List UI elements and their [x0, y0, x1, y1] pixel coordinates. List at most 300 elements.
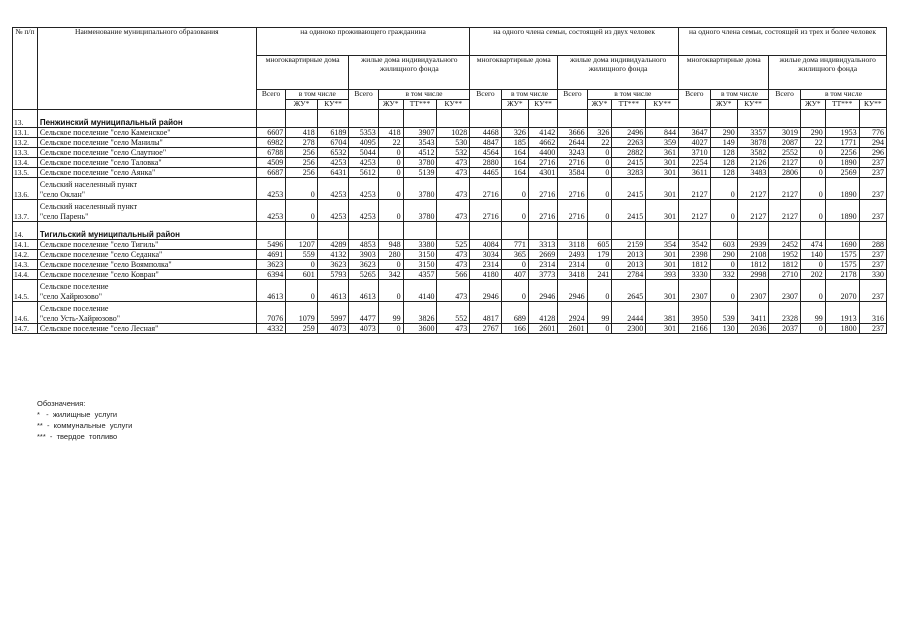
value-cell: 0 [800, 158, 825, 168]
value-cell: 6431 [317, 168, 349, 178]
tariff-table-sheet [12, 27, 887, 334]
value-cell: 2716 [558, 178, 587, 200]
value-cell: 601 [286, 270, 318, 280]
value-cell: 4289 [317, 240, 349, 250]
value-cell: 5612 [349, 168, 378, 178]
value-cell: 2669 [528, 250, 557, 260]
value-cell: 605 [587, 240, 612, 250]
value-cell: 290 [710, 128, 737, 138]
value-cell: 5793 [317, 270, 349, 280]
table-row [13, 302, 887, 313]
value-cell: 4253 [349, 178, 378, 200]
empty-cell [612, 222, 646, 240]
value-cell: 301 [646, 250, 679, 260]
value-cell: 342 [378, 270, 403, 280]
empty-cell [378, 110, 403, 128]
table-row [13, 178, 887, 189]
value-cell: 3950 [679, 302, 711, 324]
col-header-including: в том числе [378, 90, 469, 100]
col-header-including: в том числе [286, 90, 349, 100]
value-cell: 2126 [737, 158, 769, 168]
value-cell: 288 [859, 240, 886, 250]
value-cell: 0 [378, 158, 403, 168]
row-number: 14.4. [13, 270, 38, 280]
value-cell: 776 [859, 128, 886, 138]
value-cell: 0 [378, 178, 403, 200]
value-cell: 1953 [825, 128, 859, 138]
value-cell: 4691 [256, 250, 285, 260]
value-cell: 525 [437, 240, 470, 250]
empty-cell [646, 222, 679, 240]
value-cell: 4253 [317, 178, 349, 200]
empty-cell [501, 110, 528, 128]
value-cell: 2300 [612, 324, 646, 334]
value-cell: 2127 [769, 158, 801, 168]
value-cell: 3243 [558, 148, 587, 158]
row-number: 14.7. [13, 324, 38, 334]
value-cell: 2256 [825, 148, 859, 158]
row-number: 13.3. [13, 148, 38, 158]
col-header-including: в том числе [710, 90, 769, 100]
table-row [13, 240, 887, 250]
settlement-name: Сельское поселение "село Воямполка" [37, 260, 256, 270]
value-cell: 6687 [256, 168, 285, 178]
value-cell: 3623 [317, 260, 349, 270]
value-cell: 164 [501, 158, 528, 168]
value-cell: 4817 [470, 302, 502, 324]
section-row [13, 110, 887, 120]
value-cell: 2924 [558, 302, 587, 324]
value-cell: 1890 [825, 158, 859, 168]
value-cell: 0 [800, 148, 825, 158]
col-header-including: в том числе [587, 90, 678, 100]
settlement-name: Сельское поселение "село Каменское" [37, 128, 256, 138]
value-cell: 2716 [470, 178, 502, 200]
value-cell: 2087 [769, 138, 801, 148]
value-cell: 2127 [769, 200, 801, 222]
value-cell: 2645 [612, 280, 646, 302]
value-cell: 4253 [317, 158, 349, 168]
value-cell: 0 [587, 324, 612, 334]
empty-cell [437, 222, 470, 240]
empty-cell [317, 110, 349, 128]
empty-cell [317, 222, 349, 240]
settlement-name: Сельское поселение "село Тигиль" [37, 240, 256, 250]
value-cell: 2263 [612, 138, 646, 148]
value-cell: 4253 [256, 178, 285, 200]
value-cell: 164 [501, 168, 528, 178]
value-cell: 3283 [612, 168, 646, 178]
value-cell: 0 [501, 280, 528, 302]
value-cell: 2882 [612, 148, 646, 158]
value-cell: 296 [859, 148, 886, 158]
value-cell: 0 [286, 260, 318, 270]
value-cell: 1771 [825, 138, 859, 148]
value-cell: 1028 [437, 128, 470, 138]
empty-cell [825, 222, 859, 240]
value-cell: 3034 [470, 250, 502, 260]
value-cell: 0 [378, 200, 403, 222]
value-cell: 0 [378, 324, 403, 334]
settlement-name-line1: Сельское поселение [37, 302, 256, 313]
settlement-name: Сельское поселение "село Седанка" [37, 250, 256, 260]
col-header-ku: КУ** [437, 100, 470, 110]
value-cell: 473 [437, 250, 470, 260]
value-cell: 290 [800, 128, 825, 138]
value-cell: 4132 [317, 250, 349, 260]
value-cell: 22 [800, 138, 825, 148]
value-cell: 326 [587, 128, 612, 138]
value-cell: 2601 [558, 324, 587, 334]
value-cell: 3623 [256, 260, 285, 270]
value-cell: 0 [501, 200, 528, 222]
value-cell: 3313 [528, 240, 557, 250]
value-cell: 326 [501, 128, 528, 138]
settlement-name-line2: "село Усть-Хайрюзово" [37, 313, 256, 324]
col-header-including: в том числе [800, 90, 886, 100]
value-cell: 179 [587, 250, 612, 260]
value-cell: 2716 [558, 158, 587, 168]
value-cell: 3623 [349, 260, 378, 270]
settlement-name: Сельское поселение "село Ковран" [37, 270, 256, 280]
value-cell: 3150 [403, 260, 437, 270]
value-cell: 3542 [679, 240, 711, 250]
value-cell: 6704 [317, 138, 349, 148]
value-cell: 0 [587, 200, 612, 222]
value-cell: 22 [378, 138, 403, 148]
table-row [13, 250, 887, 260]
value-cell: 99 [378, 302, 403, 324]
empty-cell [349, 110, 378, 128]
value-cell: 3773 [528, 270, 557, 280]
col-header-total: Всего [470, 90, 502, 110]
value-cell: 241 [587, 270, 612, 280]
col-header-total: Всего [558, 90, 587, 110]
value-cell: 4073 [349, 324, 378, 334]
col-header-zhu: ЖУ* [710, 100, 737, 110]
value-cell: 2710 [769, 270, 801, 280]
value-cell: 2254 [679, 158, 711, 168]
value-cell: 3710 [679, 148, 711, 158]
empty-cell [528, 222, 557, 240]
value-cell: 2415 [612, 158, 646, 168]
value-cell: 361 [646, 148, 679, 158]
district-name: Пенжинский муниципальный район [37, 110, 256, 128]
value-cell: 0 [286, 280, 318, 302]
empty-cell [612, 110, 646, 128]
value-cell: 0 [378, 260, 403, 270]
value-cell: 359 [646, 138, 679, 148]
section-row [13, 222, 887, 232]
value-cell: 539 [710, 302, 737, 324]
value-cell: 0 [587, 168, 612, 178]
value-cell: 237 [859, 260, 886, 270]
value-cell: 99 [800, 302, 825, 324]
value-cell: 0 [710, 178, 737, 200]
value-cell: 3903 [349, 250, 378, 260]
value-cell: 2314 [558, 260, 587, 270]
value-cell: 3666 [558, 128, 587, 138]
empty-cell [403, 110, 437, 128]
value-cell: 3826 [403, 302, 437, 324]
table-row [13, 138, 887, 148]
value-cell: 256 [286, 148, 318, 158]
value-cell: 2716 [528, 178, 557, 200]
value-cell: 1890 [825, 178, 859, 200]
value-cell: 237 [859, 200, 886, 222]
value-cell: 4477 [349, 302, 378, 324]
empty-cell [558, 222, 587, 240]
value-cell: 2415 [612, 178, 646, 200]
value-cell: 4613 [317, 280, 349, 302]
header-three-houses: жилые дома индивидуального жилищного фонда [769, 56, 887, 90]
table-row [13, 200, 887, 211]
value-cell: 237 [859, 324, 886, 334]
value-cell: 4613 [256, 280, 285, 302]
empty-cell [403, 222, 437, 240]
value-cell: 2716 [470, 200, 502, 222]
header-two-houses: жилые дома индивидуального жилищного фонда [558, 56, 679, 90]
value-cell: 3418 [558, 270, 587, 280]
value-cell: 3647 [679, 128, 711, 138]
value-cell: 3584 [558, 168, 587, 178]
value-cell: 301 [646, 200, 679, 222]
value-cell: 3611 [679, 168, 711, 178]
value-cell: 22 [587, 138, 612, 148]
value-cell: 301 [646, 168, 679, 178]
empty-cell [470, 222, 502, 240]
value-cell: 0 [800, 200, 825, 222]
value-cell: 4400 [528, 148, 557, 158]
value-cell: 559 [286, 250, 318, 260]
value-cell: 948 [378, 240, 403, 250]
value-cell: 4853 [349, 240, 378, 250]
value-cell: 689 [501, 302, 528, 324]
value-cell: 473 [437, 324, 470, 334]
empty-cell [800, 222, 825, 240]
settlement-name: Сельское поселение "село Лесная" [37, 324, 256, 334]
value-cell: 332 [710, 270, 737, 280]
value-cell: 393 [646, 270, 679, 280]
empty-cell [710, 222, 737, 240]
value-cell: 0 [378, 148, 403, 158]
value-cell: 0 [800, 168, 825, 178]
empty-cell [679, 222, 711, 240]
value-cell: 7076 [256, 302, 285, 324]
col-header-tt: ТТ*** [612, 100, 646, 110]
value-cell: 2601 [528, 324, 557, 334]
tariff-table [12, 27, 887, 334]
header-three-apartments: многоквартирные дома [679, 56, 769, 90]
value-cell: 4332 [256, 324, 285, 334]
table-row [13, 168, 887, 178]
district-name: Тигильский муниципальный район [37, 222, 256, 240]
table-row [13, 148, 887, 158]
value-cell: 2880 [470, 158, 502, 168]
legend-item: * - жилищные услуги [37, 410, 118, 419]
value-cell: 2415 [612, 200, 646, 222]
value-cell: 4253 [317, 200, 349, 222]
empty-cell [859, 222, 886, 240]
value-cell: 0 [587, 178, 612, 200]
legend-item: ** - коммунальные услуги [37, 421, 133, 430]
value-cell: 1812 [737, 260, 769, 270]
col-header-including: в том числе [501, 90, 557, 100]
empty-cell [501, 222, 528, 240]
empty-cell [256, 222, 285, 240]
value-cell: 2127 [769, 178, 801, 200]
empty-cell [800, 110, 825, 128]
header-name: Наименование муниципального образования [37, 28, 256, 110]
value-cell: 1800 [825, 324, 859, 334]
col-header-tt: ТТ*** [825, 100, 859, 110]
value-cell: 0 [378, 280, 403, 302]
empty-cell [349, 222, 378, 240]
settlement-name-line1: Сельское поселение [37, 280, 256, 291]
empty-cell [737, 222, 769, 240]
value-cell: 6394 [256, 270, 285, 280]
value-cell: 2159 [612, 240, 646, 250]
empty-cell [256, 110, 285, 128]
col-header-total: Всего [349, 90, 378, 110]
value-cell: 365 [501, 250, 528, 260]
empty-cell [679, 110, 711, 128]
value-cell: 301 [646, 324, 679, 334]
value-cell: 256 [286, 158, 318, 168]
value-cell: 2013 [612, 250, 646, 260]
value-cell: 301 [646, 260, 679, 270]
value-cell: 4468 [470, 128, 502, 138]
empty-cell [528, 110, 557, 128]
value-cell: 3543 [403, 138, 437, 148]
empty-cell [710, 110, 737, 128]
value-cell: 4613 [349, 280, 378, 302]
value-cell: 566 [437, 270, 470, 280]
value-cell: 3483 [737, 168, 769, 178]
legend-title: Обозначения: [37, 399, 86, 408]
value-cell: 2328 [769, 302, 801, 324]
value-cell: 6189 [317, 128, 349, 138]
value-cell: 0 [710, 280, 737, 302]
value-cell: 3878 [737, 138, 769, 148]
empty-cell [378, 222, 403, 240]
value-cell: 0 [286, 178, 318, 200]
value-cell: 6607 [256, 128, 285, 138]
header-single-houses: жилые дома индивидуального жилищного фонда [349, 56, 470, 90]
value-cell: 301 [646, 178, 679, 200]
value-cell: 3582 [737, 148, 769, 158]
header-three: на одного члена семьи, состоящей из трех и более человек [679, 28, 887, 56]
value-cell: 4509 [256, 158, 285, 168]
value-cell: 2127 [679, 200, 711, 222]
value-cell: 771 [501, 240, 528, 250]
value-cell: 0 [710, 200, 737, 222]
empty-cell [470, 110, 502, 128]
value-cell: 2127 [737, 178, 769, 200]
value-cell: 290 [710, 250, 737, 260]
value-cell: 3907 [403, 128, 437, 138]
value-cell: 2444 [612, 302, 646, 324]
value-cell: 256 [286, 168, 318, 178]
value-cell: 237 [859, 168, 886, 178]
value-cell: 4564 [470, 148, 502, 158]
value-cell: 2716 [528, 158, 557, 168]
value-cell: 2307 [769, 280, 801, 302]
value-cell: 2108 [737, 250, 769, 260]
value-cell: 3780 [403, 178, 437, 200]
value-cell: 1207 [286, 240, 318, 250]
value-cell: 5139 [403, 168, 437, 178]
value-cell: 3118 [558, 240, 587, 250]
row-number: 13. [13, 110, 38, 128]
value-cell: 2178 [825, 270, 859, 280]
row-number: 13.1. [13, 128, 38, 138]
value-cell: 2398 [679, 250, 711, 260]
value-cell: 166 [501, 324, 528, 334]
value-cell: 6788 [256, 148, 285, 158]
value-cell: 4512 [403, 148, 437, 158]
value-cell: 99 [587, 302, 612, 324]
value-cell: 2307 [737, 280, 769, 302]
empty-cell [825, 110, 859, 128]
value-cell: 2127 [679, 178, 711, 200]
settlement-name: Сельское поселение "село Манилы" [37, 138, 256, 148]
value-cell: 0 [587, 280, 612, 302]
value-cell: 381 [646, 302, 679, 324]
value-cell: 3411 [737, 302, 769, 324]
value-cell: 4253 [256, 200, 285, 222]
value-cell: 140 [800, 250, 825, 260]
settlement-name-line2: "село Парень" [37, 211, 256, 222]
value-cell: 1913 [825, 302, 859, 324]
value-cell: 2496 [612, 128, 646, 138]
col-header-total: Всего [769, 90, 801, 110]
col-header-total: Всего [679, 90, 711, 110]
value-cell: 3600 [403, 324, 437, 334]
value-cell: 844 [646, 128, 679, 138]
table-row [13, 158, 887, 168]
col-header-ku: КУ** [528, 100, 557, 110]
value-cell: 3357 [737, 128, 769, 138]
row-number: 14.1. [13, 240, 38, 250]
legend-notes [37, 398, 132, 442]
settlement-name-line2: "село Оклан" [37, 189, 256, 200]
value-cell: 0 [800, 260, 825, 270]
header-two: на одного члена семьи, состоящей из двух человек [470, 28, 679, 56]
value-cell: 5353 [349, 128, 378, 138]
value-cell: 407 [501, 270, 528, 280]
value-cell: 418 [286, 128, 318, 138]
value-cell: 4465 [470, 168, 502, 178]
row-number: 13.2. [13, 138, 38, 148]
value-cell: 6532 [317, 148, 349, 158]
value-cell: 1575 [825, 260, 859, 270]
value-cell: 2070 [825, 280, 859, 302]
empty-cell [859, 110, 886, 128]
value-cell: 128 [710, 168, 737, 178]
value-cell: 354 [646, 240, 679, 250]
value-cell: 2939 [737, 240, 769, 250]
value-cell: 2716 [528, 200, 557, 222]
value-cell: 2013 [612, 260, 646, 270]
value-cell: 3150 [403, 250, 437, 260]
value-cell: 294 [859, 138, 886, 148]
settlement-name-line2: "село Хайрюзово" [37, 291, 256, 302]
value-cell: 3780 [403, 200, 437, 222]
col-header-ku: КУ** [317, 100, 349, 110]
value-cell: 2946 [558, 280, 587, 302]
value-cell: 5997 [317, 302, 349, 324]
